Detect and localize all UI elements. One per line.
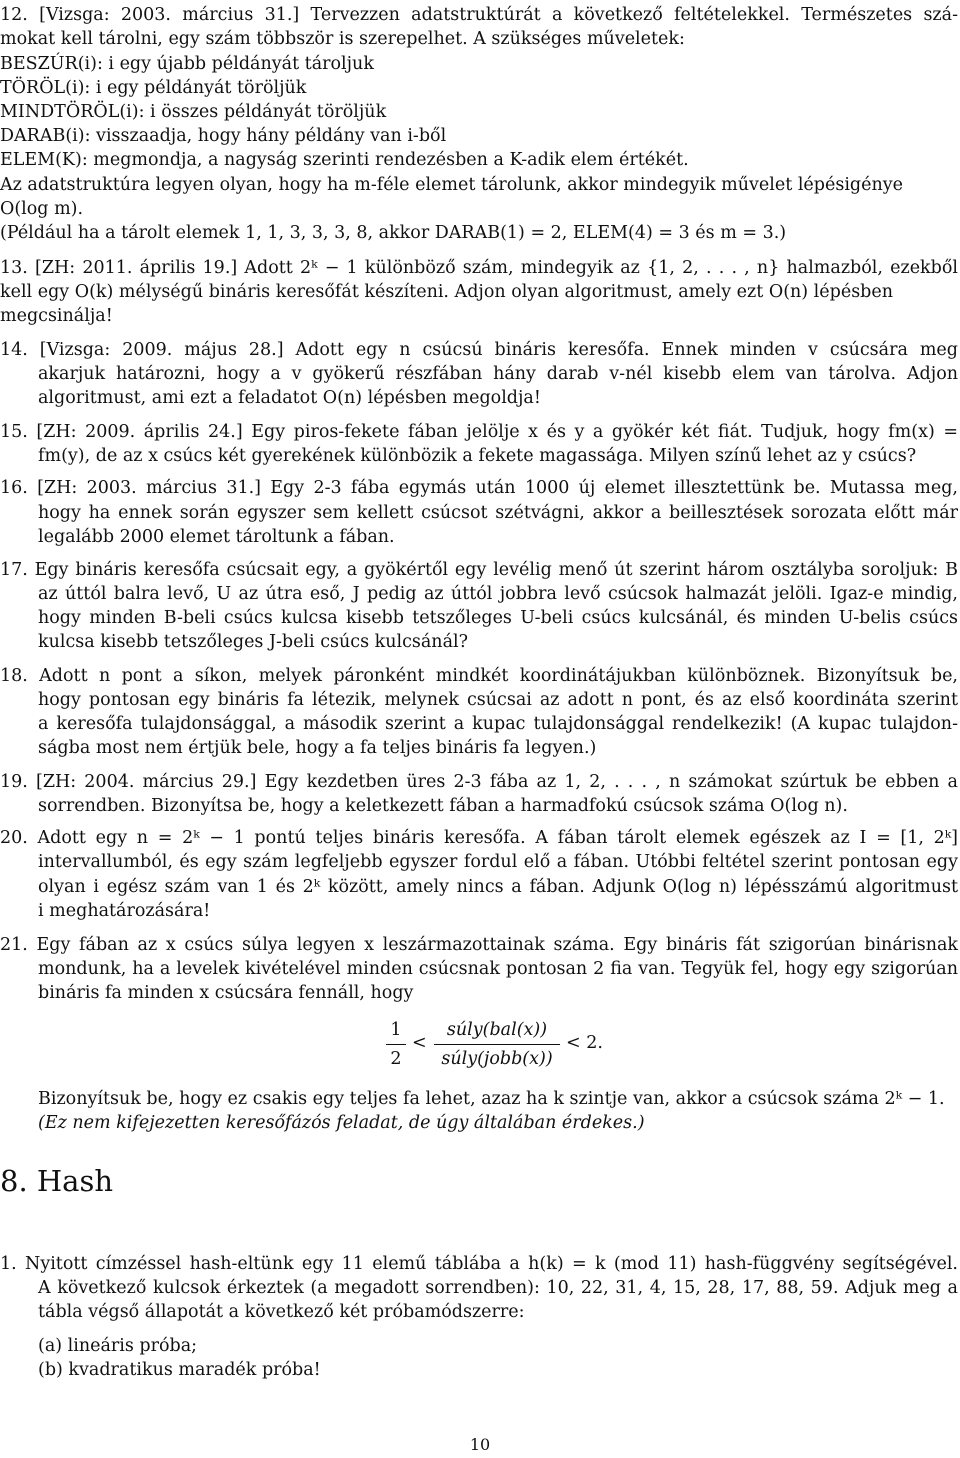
text-line: O(log m).: [0, 199, 84, 219]
text-line: hogy pontosan egy bináris fa létezik, melynek csúcsai az adott n pont, és az első koordináta szerint: [38, 690, 958, 710]
text-line: 19. [ZH: 2004. március 29.] Egy kezdetben üres 2-3 fába az 1, 2, . . . , n számokat szúrtuk be ebben a: [0, 772, 958, 792]
text-line: fm(y), de az x csúcs két gyerekének különbözik a fekete magassága. Milyen színű lehet az y csúcs?: [38, 446, 917, 466]
text-line: (Ez nem kifejezetten keresőfázós feladat, de úgy általában érdekes.): [38, 1113, 645, 1133]
list-item: (b) kvadratikus maradék próba!: [38, 1360, 321, 1380]
text-line: kell egy O(k) mélységű bináris keresőfát készíteni. Adjon olyan algoritmust, amely ezt O(n) lépésben: [0, 282, 894, 302]
formula-tail: < 2.: [566, 1033, 603, 1053]
text-line: 18. Adott n pont a síkon, melyek páronként mindkét koordinátájukban különböznek. Bizonyítsuk be,: [0, 666, 958, 686]
text-line: i meghatározására!: [38, 901, 211, 921]
text-line: akarjuk határozni, hogy a v gyökerű részfában hány darab v-nél kisebb elem van tárolva. Adjon: [38, 364, 958, 384]
text-line: legalább 2000 elemet tároltunk a fában.: [38, 527, 395, 547]
text-line: hogy ha ennek során egyszer sem kellett csúcsot szétvágni, akkor a beillesztések sorozata előtt már: [38, 503, 958, 523]
text-line: 20. Adott egy n = 2ᵏ − 1 pontú teljes bináris keresőfa. A fában tárolt elemek egészek az I = [1, 2ᵏ]: [0, 828, 958, 848]
text-line: Bizonyítsuk be, hogy ez csakis egy teljes fa lehet, azaz ha k szintje van, akkor a csúcsok száma 2ᵏ − 1.: [38, 1089, 945, 1109]
text-line: Az adatstruktúra legyen olyan, hogy ha m-féle elemet tárolunk, akkor mindegyik művelet lépésigénye: [0, 175, 903, 195]
text-line: A következő kulcsok érkeztek (a megadott sorrendben): 10, 22, 31, 4, 15, 28, 17, 88, 59. Adjuk meg a: [38, 1278, 958, 1298]
page-number: 10: [469, 1435, 491, 1454]
text-line: 16. [ZH: 2003. március 31.] Egy 2-3 fába egymás után 1000 új elemet illesztettünk be. Mutassa meg,: [0, 478, 958, 498]
text-line: algoritmust, ami ezt a feladatot O(n) lépésben megoldja!: [38, 388, 541, 408]
text-line: megcsinálja!: [0, 306, 113, 326]
text-line: DARAB(i): visszaadja, hogy hány példány van i-ből: [0, 126, 447, 146]
fraction-numerator: 1: [390, 1020, 402, 1040]
fraction-denominator: súly(jobb(x)): [441, 1049, 553, 1069]
text-line: (Például ha a tárolt elemek 1, 1, 3, 3, 3, 8, akkor DARAB(1) = 2, ELEM(4) = 3 és m = 3.): [0, 223, 787, 243]
text-line: kulcsa kisebb tetszőleges J-beli csúcs kulcsánál?: [38, 632, 468, 652]
text-line: 1. Nyitott címzéssel hash-eltünk egy 11 elemű táblába a h(k) = k (mod 11) hash-függvény segítségével.: [0, 1254, 958, 1274]
less-than-sign: <: [412, 1033, 427, 1053]
text-line: tábla végső állapotát a következő két próbamódszerre:: [38, 1302, 525, 1322]
text-line: 13. [ZH: 2011. április 19.] Adott 2ᵏ − 1 különböző szám, mindegyik az {1, 2, . . . , n} halmazból, ezekből: [0, 258, 958, 278]
text-line: intervallumból, és egy szám legfeljebb egyszer fordul elő a fában. Utóbbi feltétel szerint pontosan egy: [38, 852, 958, 872]
text-line: MINDTÖRÖL(i): i összes példányát töröljük: [0, 102, 387, 122]
text-line: mondunk, ha a levelek kivételével minden csúcsnak pontosan 2 fia van. Tegyük fel, hogy egy szigorúan: [38, 959, 958, 979]
text-line: ELEM(K): megmondja, a nagyság szerinti rendezésben a K-adik elem értékét.: [0, 150, 689, 170]
text-line: 15. [ZH: 2009. április 24.] Egy piros-fekete fában jelölje x és y a gyökér két fiát. Tudjuk, hogy fm(x) =: [0, 422, 958, 442]
fraction-bar: [434, 1044, 560, 1045]
list-item: (a) lineáris próba;: [38, 1336, 198, 1356]
text-line: 12. [Vizsga: 2003. március 31.] Tervezzen adatstruktúrát a következő feltételekkel. Természetes szá-: [0, 5, 958, 25]
fraction-denominator: 2: [390, 1049, 402, 1069]
text-line: 14. [Vizsga: 2009. május 28.] Adott egy n csúcsú bináris keresőfa. Ennek minden v csúcsára meg: [0, 340, 958, 360]
text-line: BESZÚR(i): i egy újabb példányát tároljuk: [0, 54, 374, 74]
text-line: a keresőfa tulajdonsággal, a második szerint a kupac tulajdonsággal rendelkezik! (A kupac tulajdon-: [38, 714, 958, 734]
text-line: sorrendben. Bizonyítsa be, hogy a keletkezett fában a harmadfokú csúcsok száma O(log n).: [38, 796, 848, 816]
text-line: olyan i egész szám van 1 és 2ᵏ között, amely nincs a fában. Adjunk O(log n) lépésszámú algoritmust: [38, 877, 958, 897]
text-line: TÖRÖL(i): i egy példányát töröljük: [0, 78, 307, 98]
text-line: mokat kell tárolni, egy szám többször is szerepelhet. A szükséges műveletek:: [0, 29, 685, 49]
fraction-numerator: súly(bal(x)): [446, 1020, 548, 1040]
section-heading: 8. Hash: [0, 1164, 114, 1198]
fraction-bar: [386, 1044, 406, 1045]
text-line: az úttól balra levő, U az útra eső, J pedig az úttól jobbra levő csúcsok halmazát jelöli. Igaz-e mindig,: [38, 584, 958, 604]
text-line: 21. Egy fában az x csúcs súlya legyen x leszármazottainak száma. Egy bináris fát szigorúan binárisnak: [0, 935, 958, 955]
text-line: 17. Egy bináris keresőfa csúcsait egy, a gyökértől egy levélig menő út szerint három osztályba soroljuk: B: [0, 560, 958, 580]
text-line: ságba most nem értjük bele, hogy a fa teljes bináris fa legyen.): [38, 738, 597, 758]
text-line: hogy minden B-beli csúcs kulcsa kisebb tetszőleges U-beli csúcs kulcsánál, és minden U-belis csúcs: [38, 608, 958, 628]
text-line: bináris fa minden x csúcsára fennáll, hogy: [38, 983, 414, 1003]
